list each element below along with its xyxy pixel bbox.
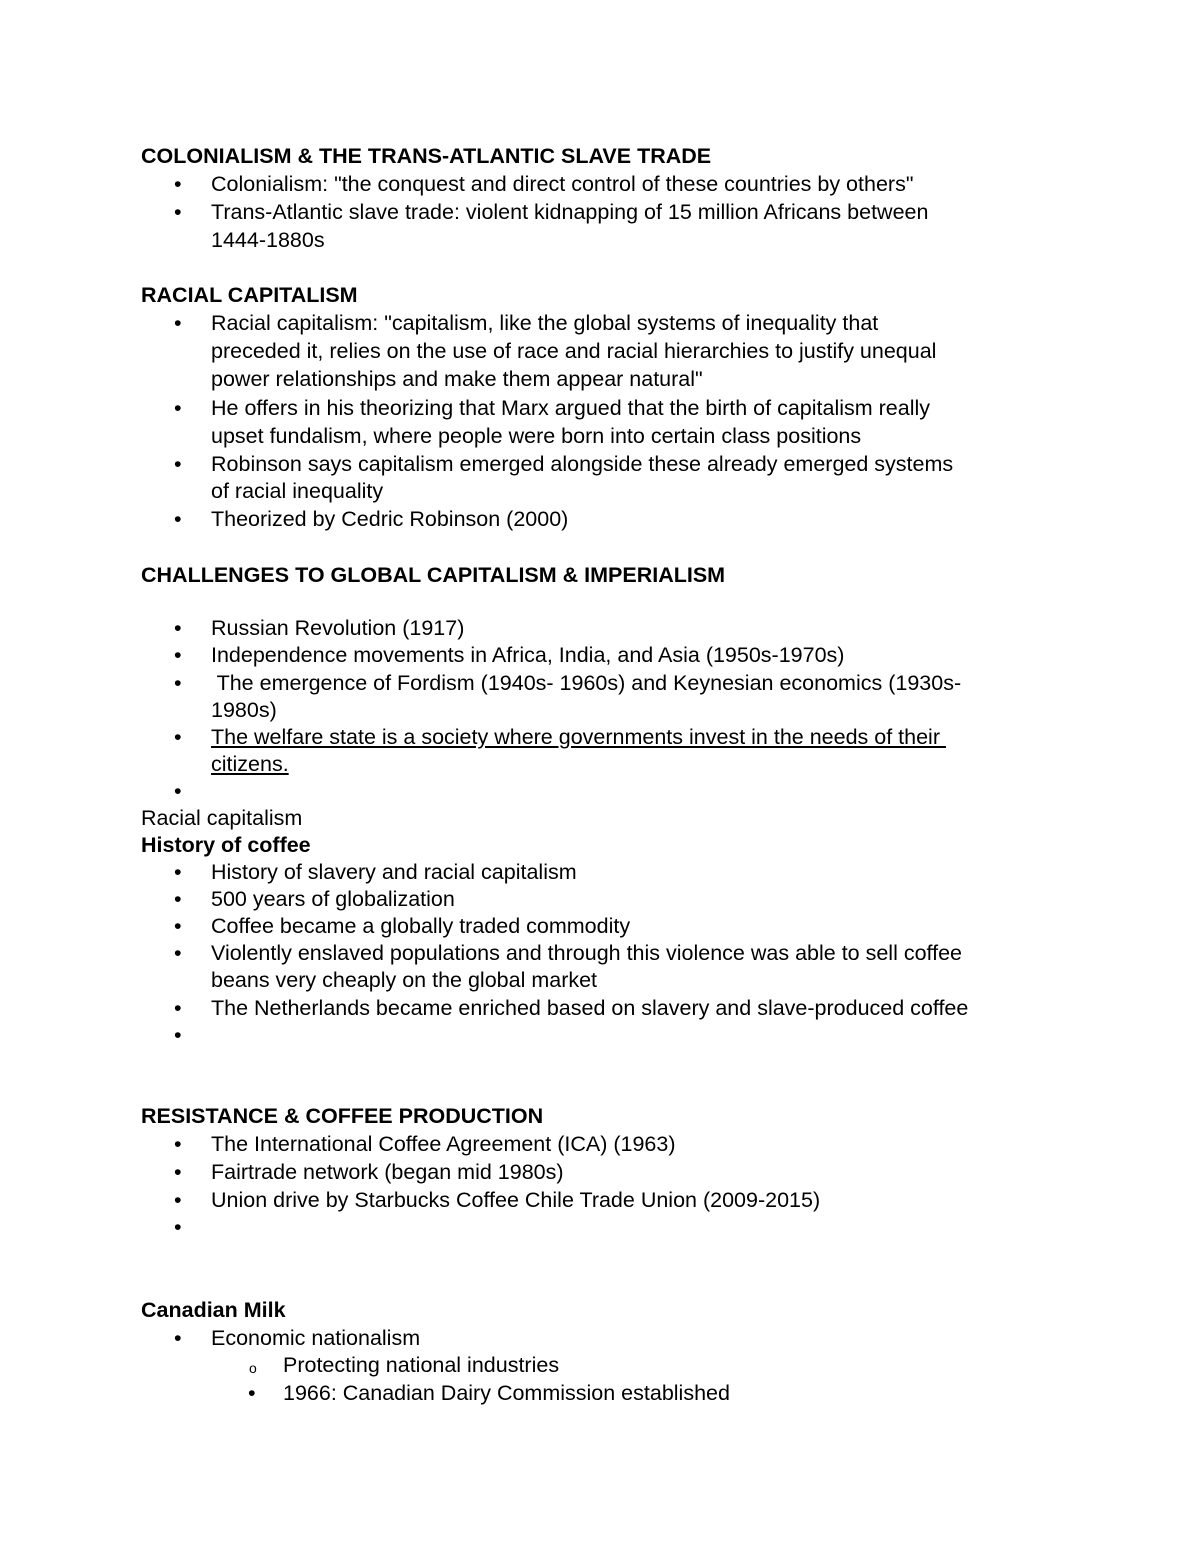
- list-item: Independence movements in Africa, India, and Asia (1950s-1970s): [211, 643, 845, 667]
- list-item-underlined: The welfare state is a society where governments invest in the needs of their: [211, 725, 946, 749]
- list-item-underlined-continued: citizens.: [211, 752, 289, 776]
- bullet-icon: •: [174, 725, 182, 749]
- bullet-icon: •: [174, 671, 182, 695]
- list-item: 500 years of globalization: [211, 887, 455, 911]
- heading-history-of-coffee: History of coffee: [141, 833, 311, 857]
- list-item-continued: power relationships and make them appear natural": [211, 367, 703, 391]
- bullet-icon: •: [248, 1381, 256, 1405]
- bullet-icon: •: [174, 887, 182, 911]
- bullet-icon: •: [174, 1160, 182, 1184]
- list-item-continued: 1444-1880s: [211, 228, 325, 252]
- sub-list-item: 1966: Canadian Dairy Commission established: [283, 1381, 730, 1405]
- bullet-icon: •: [174, 1188, 182, 1212]
- list-item-continued: upset fundalism, where people were born into certain class positions: [211, 424, 862, 448]
- bullet-icon: •: [174, 200, 182, 224]
- heading-canadian-milk: Canadian Milk: [141, 1298, 286, 1322]
- list-item: The Netherlands became enriched based on slavery and slave-produced coffee: [211, 996, 969, 1020]
- bullet-icon: •: [174, 996, 182, 1020]
- list-item: Fairtrade network (began mid 1980s): [211, 1160, 564, 1184]
- list-item: Colonialism: "the conquest and direct control of these countries by others": [211, 172, 914, 196]
- list-item: Violently enslaved populations and through this violence was able to sell coffee: [211, 941, 963, 965]
- list-item: Union drive by Starbucks Coffee Chile Trade Union (2009-2015): [211, 1188, 821, 1212]
- list-item-continued: 1980s): [211, 698, 277, 722]
- plain-line-racial-capitalism: Racial capitalism: [141, 806, 303, 830]
- bullet-icon: •: [174, 452, 182, 476]
- list-item: Economic nationalism: [211, 1326, 421, 1350]
- bullet-icon: •: [174, 616, 182, 640]
- bullet-icon: •: [174, 1132, 182, 1156]
- bullet-icon: •: [174, 643, 182, 667]
- list-item-continued: beans very cheaply on the global market: [211, 968, 598, 992]
- list-item: Russian Revolution (1917): [211, 616, 465, 640]
- bullet-icon: •: [174, 941, 182, 965]
- heading-challenges: CHALLENGES TO GLOBAL CAPITALISM & IMPERIALISM: [141, 563, 726, 587]
- sub-list-item: Protecting national industries: [283, 1353, 560, 1377]
- bullet-icon-empty-item: •: [174, 1023, 182, 1047]
- list-item-continued: of racial inequality: [211, 479, 384, 503]
- list-item: Racial capitalism: "capitalism, like the global systems of inequality that: [211, 311, 879, 335]
- list-item: Theorized by Cedric Robinson (2000): [211, 507, 569, 531]
- bullet-icon: •: [174, 396, 182, 420]
- list-item: The International Coffee Agreement (ICA) (1963): [211, 1132, 676, 1156]
- list-item: History of slavery and racial capitalism: [211, 860, 577, 884]
- hollow-bullet-icon: o: [249, 1360, 257, 1376]
- bullet-icon: •: [174, 860, 182, 884]
- bullet-icon: •: [174, 1326, 182, 1350]
- bullet-icon-empty-item: •: [174, 779, 182, 803]
- list-item-continued: preceded it, relies on the use of race and racial hierarchies to justify unequal: [211, 339, 937, 363]
- list-item: He offers in his theorizing that Marx argued that the birth of capitalism really: [211, 396, 931, 420]
- list-item: Robinson says capitalism emerged alongside these already emerged systems: [211, 452, 954, 476]
- list-item: Trans-Atlantic slave trade: violent kidnapping of 15 million Africans between: [211, 200, 929, 224]
- heading-colonialism: COLONIALISM & THE TRANS-ATLANTIC SLAVE TRADE: [141, 144, 712, 168]
- bullet-icon: •: [174, 172, 182, 196]
- bullet-icon-empty-item: •: [174, 1215, 182, 1239]
- bullet-icon: •: [174, 311, 182, 335]
- list-item: Coffee became a globally traded commodity: [211, 914, 631, 938]
- bullet-icon: •: [174, 914, 182, 938]
- heading-resistance: RESISTANCE & COFFEE PRODUCTION: [141, 1104, 544, 1128]
- heading-racial-capitalism: RACIAL CAPITALISM: [141, 283, 358, 307]
- bullet-icon: •: [174, 507, 182, 531]
- list-item: The emergence of Fordism (1940s- 1960s) and Keynesian economics (1930s-: [211, 671, 962, 695]
